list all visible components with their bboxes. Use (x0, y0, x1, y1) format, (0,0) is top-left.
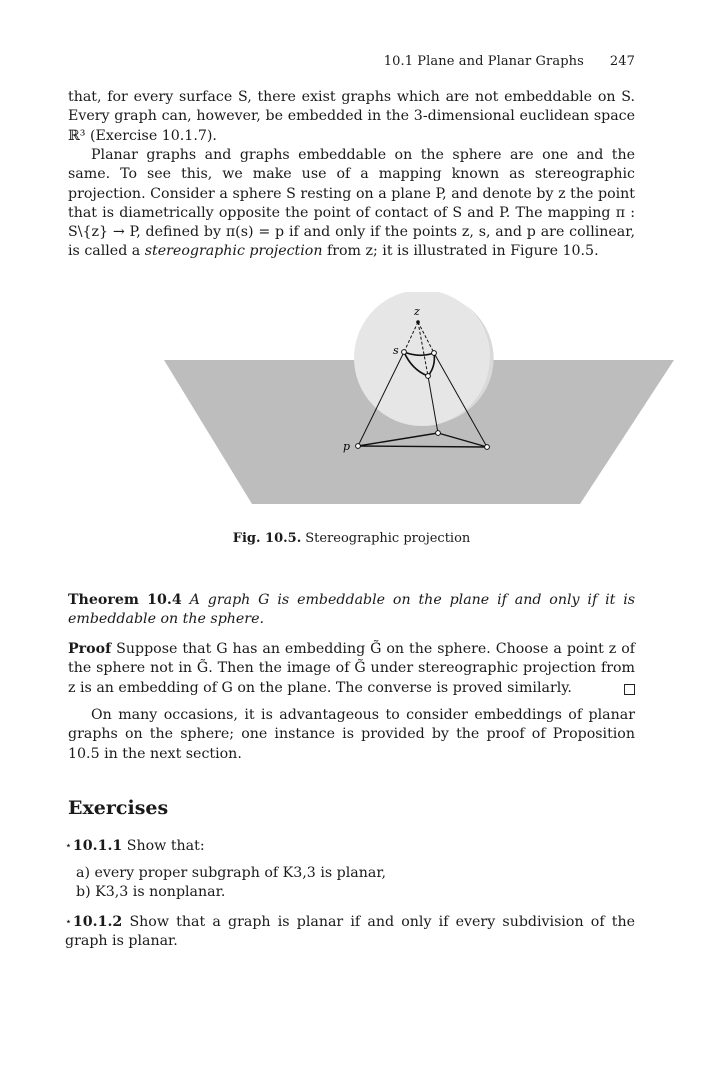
paragraph-3-text: On many occasions, it is advantageous to consider embeddings of planar graphs on the sphere; one instance is provided by the proof of Proposition 10.5 in the next section. (68, 707, 635, 762)
exercise-10-1-2 (65, 912, 635, 952)
exercise-label: 10.1.2 (72, 914, 123, 930)
theorem-10-4 (68, 591, 635, 630)
vertex-m (426, 374, 431, 379)
sphere-s (354, 292, 490, 426)
exercise-label: 10.1.1 (72, 838, 123, 854)
section-title-exercises: Exercises (68, 797, 169, 819)
exercise-part-b: b) K3,3 is nonplanar. (76, 884, 226, 901)
exercise-text: Show that a graph is planar if and only if every subdivision of the graph is planar. (65, 914, 635, 950)
proof-text: Suppose that G has an embedding G̃ on the sphere. Choose a point z of the sphere not in G̃. Then the image of G̃ under stereographic projection from z is an embedding of G on the plane. The converse is proved similarly. (68, 641, 635, 696)
paragraph-3 (68, 706, 635, 764)
stereographic-projection-figure (164, 292, 676, 508)
star-icon: ⋆ (65, 839, 72, 852)
theorem-label: Theorem 10.4 (68, 592, 182, 608)
label-z: z (414, 305, 420, 318)
vertex-c (436, 431, 441, 436)
emphasis-term: stereographic projection (144, 243, 323, 260)
theorem-statement: A graph G is embeddable on the plane if and only if it is embeddable on the sphere. (68, 592, 636, 628)
label-s: s (393, 344, 399, 357)
exercise-10-1-1-parts (76, 864, 386, 903)
proof (68, 640, 635, 698)
paragraph-2-text-b: from z; it is illustrated in Figure 10.5. (322, 243, 599, 260)
exercise-text: Show that: (126, 838, 205, 854)
section-header: 10.1 Plane and Planar Graphs (383, 54, 584, 69)
caption-text: Stereographic projection (305, 531, 471, 546)
paragraph-1-text: that, for every surface S, there exist graphs which are not embeddable on S. Every graph can, however, be embedded in the 3-dimensional euclidean space ℝ³ (Exercise 10.1.7). (68, 89, 635, 144)
vertex-r (432, 351, 437, 356)
figure-caption (68, 531, 635, 546)
vertex-q (485, 445, 490, 450)
vertex-p (356, 444, 361, 449)
exercise-part-a: a) every proper subgraph of K3,3 is planar, (76, 865, 387, 881)
paragraph-2-text-a: Planar graphs and graphs embeddable on the sphere are one and the same. To see this, we make use of a mapping known as stereographic projection. Consider a sphere S resting on a plane P, and denote by z the point that is diametrically opposite the point of contact of S and P. The mapping π : S\{z} → P, defined by π(s) = p if and only if the points z, s, and p are collinear, is called a (68, 147, 635, 260)
graph-edge-p-q (358, 446, 487, 447)
running-head (384, 54, 635, 69)
point-z (416, 320, 420, 324)
proof-label: Proof (68, 641, 112, 657)
paragraph-2 (68, 146, 635, 262)
caption-label: Fig. 10.5. (232, 531, 302, 546)
label-p: p (343, 440, 351, 453)
star-icon: ⋆ (65, 915, 72, 928)
vertex-s (402, 350, 407, 355)
paragraph-1 (68, 88, 635, 146)
exercise-10-1-1 (65, 836, 635, 856)
qed-box-icon (624, 684, 635, 695)
page-number: 247 (609, 54, 635, 69)
